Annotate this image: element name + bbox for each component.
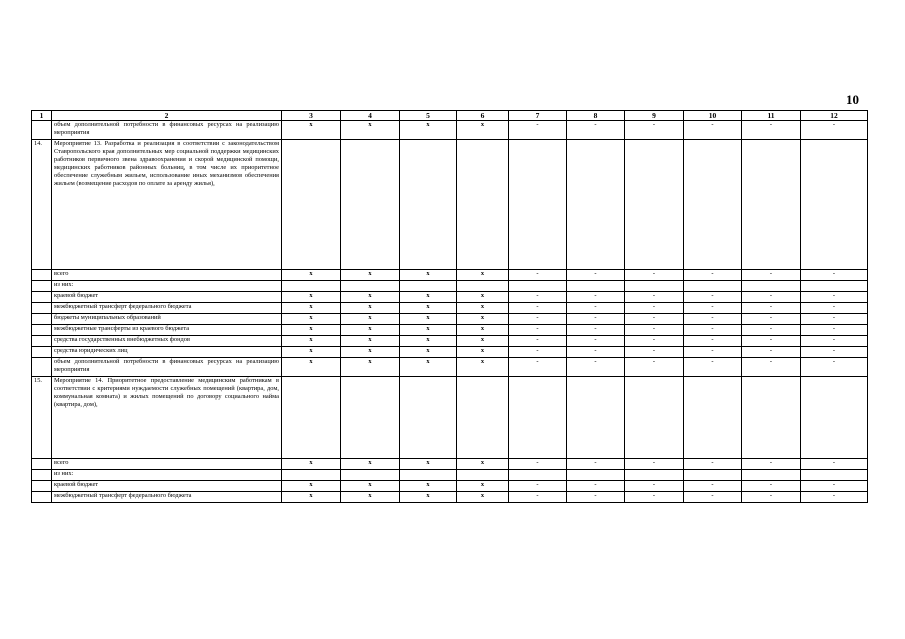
- row-description: краевой бюджет: [52, 292, 282, 303]
- value-cell: х: [282, 292, 341, 303]
- value-cell: х: [457, 358, 509, 377]
- value-cell: -: [742, 336, 801, 347]
- value-cell: [282, 281, 341, 292]
- value-cell: х: [341, 358, 400, 377]
- value-cell: -: [625, 314, 684, 325]
- column-number: 7: [509, 111, 567, 121]
- value-cell: -: [625, 270, 684, 281]
- table-row: [32, 281, 868, 292]
- value-cell: -: [567, 303, 625, 314]
- value-cell: х: [341, 336, 400, 347]
- value-cell: -: [801, 459, 868, 470]
- budget-table: [31, 110, 868, 503]
- value-cell: [400, 377, 457, 459]
- value-cell: -: [742, 121, 801, 140]
- value-cell: -: [684, 481, 742, 492]
- value-cell: [567, 470, 625, 481]
- value-cell: -: [567, 347, 625, 358]
- value-cell: -: [567, 336, 625, 347]
- value-cell: -: [509, 347, 567, 358]
- value-cell: [684, 377, 742, 459]
- value-cell: х: [400, 358, 457, 377]
- value-cell: -: [742, 303, 801, 314]
- value-cell: х: [282, 336, 341, 347]
- row-description: межбюджетный трансферт федерального бюджета: [52, 492, 282, 503]
- value-cell: -: [567, 481, 625, 492]
- row-number: 14.: [32, 140, 52, 270]
- value-cell: х: [457, 292, 509, 303]
- value-cell: -: [625, 347, 684, 358]
- value-cell: [567, 281, 625, 292]
- row-number: [32, 121, 52, 140]
- value-cell: [742, 281, 801, 292]
- row-description: средства государственных внебюджетных фондов: [52, 336, 282, 347]
- value-cell: х: [282, 358, 341, 377]
- value-cell: -: [567, 459, 625, 470]
- value-cell: [801, 140, 868, 270]
- value-cell: х: [400, 292, 457, 303]
- value-cell: х: [457, 314, 509, 325]
- table-row: [32, 270, 868, 281]
- value-cell: -: [801, 492, 868, 503]
- value-cell: х: [341, 481, 400, 492]
- table-row: [32, 492, 868, 503]
- value-cell: [801, 377, 868, 459]
- value-cell: [625, 140, 684, 270]
- table-row: [32, 358, 868, 377]
- table-row: [32, 470, 868, 481]
- table-row: [32, 303, 868, 314]
- value-cell: [684, 470, 742, 481]
- value-cell: х: [457, 121, 509, 140]
- row-description: Мероприятие 14. Приоритетное предоставление медицинским работникам в соответствии с критериями нуждаемости служебных помещений (квартира, дом, коммунальная комната) и жилых помещений по договору социального найма (квартира, дом),: [52, 377, 282, 459]
- value-cell: -: [509, 481, 567, 492]
- value-cell: -: [567, 492, 625, 503]
- value-cell: х: [400, 492, 457, 503]
- column-number: 11: [742, 111, 801, 121]
- value-cell: х: [400, 121, 457, 140]
- value-cell: х: [457, 270, 509, 281]
- column-number: 3: [282, 111, 341, 121]
- row-description: краевой бюджет: [52, 481, 282, 492]
- value-cell: -: [567, 314, 625, 325]
- column-number: 9: [625, 111, 684, 121]
- row-description: всего: [52, 459, 282, 470]
- row-description: всего: [52, 270, 282, 281]
- value-cell: -: [509, 459, 567, 470]
- row-description: Мероприятие 13. Разработка и реализация в соответствии с законодательством Ставропольского края дополнительных мер социальной поддержки медицинских работников первичного звена здравоохранения и скорой медицинской помощи, медицинских работников районных больниц, в том числе их приоритетное обеспечение служебным жильем, использование иных механизмов обеспечения жильем (возмещение расходов по оплате за аренду жилья),: [52, 140, 282, 270]
- value-cell: -: [567, 270, 625, 281]
- value-cell: [457, 140, 509, 270]
- value-cell: -: [742, 358, 801, 377]
- value-cell: -: [625, 358, 684, 377]
- value-cell: х: [341, 314, 400, 325]
- value-cell: [509, 377, 567, 459]
- value-cell: -: [684, 492, 742, 503]
- value-cell: х: [457, 336, 509, 347]
- value-cell: х: [341, 270, 400, 281]
- value-cell: -: [684, 314, 742, 325]
- value-cell: -: [684, 459, 742, 470]
- column-number: 6: [457, 111, 509, 121]
- value-cell: -: [567, 358, 625, 377]
- value-cell: [457, 377, 509, 459]
- value-cell: [567, 140, 625, 270]
- table-row: [32, 140, 868, 270]
- row-number: [32, 314, 52, 325]
- value-cell: [341, 470, 400, 481]
- value-cell: [625, 281, 684, 292]
- value-cell: х: [457, 492, 509, 503]
- value-cell: [801, 281, 868, 292]
- value-cell: х: [282, 347, 341, 358]
- row-description: межбюджетный трансферт федерального бюджета: [52, 303, 282, 314]
- row-number: [32, 481, 52, 492]
- value-cell: -: [625, 121, 684, 140]
- table-row: [32, 121, 868, 140]
- value-cell: [457, 470, 509, 481]
- row-number: [32, 459, 52, 470]
- value-cell: -: [742, 492, 801, 503]
- value-cell: -: [801, 303, 868, 314]
- value-cell: -: [625, 481, 684, 492]
- value-cell: х: [457, 481, 509, 492]
- value-cell: -: [684, 270, 742, 281]
- value-cell: х: [341, 325, 400, 336]
- table-row: [32, 336, 868, 347]
- value-cell: -: [509, 492, 567, 503]
- value-cell: -: [567, 121, 625, 140]
- value-cell: -: [684, 325, 742, 336]
- column-number-header-row: [32, 111, 868, 121]
- table-row: [32, 481, 868, 492]
- value-cell: х: [457, 347, 509, 358]
- value-cell: [282, 140, 341, 270]
- row-number: [32, 470, 52, 481]
- value-cell: х: [457, 325, 509, 336]
- value-cell: -: [801, 292, 868, 303]
- value-cell: -: [801, 325, 868, 336]
- row-description: объем дополнительной потребности в финансовых ресурсах на реализацию мероприятия: [52, 358, 282, 377]
- value-cell: [509, 470, 567, 481]
- value-cell: х: [282, 121, 341, 140]
- table-row: [32, 347, 868, 358]
- value-cell: х: [341, 121, 400, 140]
- value-cell: -: [567, 292, 625, 303]
- row-number: 15.: [32, 377, 52, 459]
- value-cell: -: [625, 459, 684, 470]
- row-number: [32, 292, 52, 303]
- value-cell: х: [282, 481, 341, 492]
- value-cell: -: [684, 292, 742, 303]
- value-cell: [341, 281, 400, 292]
- value-cell: х: [341, 303, 400, 314]
- table-row: [32, 459, 868, 470]
- value-cell: х: [400, 270, 457, 281]
- row-number: [32, 325, 52, 336]
- value-cell: -: [742, 314, 801, 325]
- value-cell: -: [801, 121, 868, 140]
- column-number: 8: [567, 111, 625, 121]
- value-cell: -: [509, 121, 567, 140]
- value-cell: -: [509, 336, 567, 347]
- value-cell: -: [801, 270, 868, 281]
- value-cell: х: [282, 270, 341, 281]
- value-cell: [341, 140, 400, 270]
- value-cell: х: [282, 492, 341, 503]
- value-cell: [400, 281, 457, 292]
- value-cell: -: [509, 303, 567, 314]
- value-cell: х: [341, 347, 400, 358]
- row-description: из них:: [52, 470, 282, 481]
- column-number: 2: [52, 111, 282, 121]
- value-cell: -: [625, 303, 684, 314]
- column-number: 1: [32, 111, 52, 121]
- value-cell: х: [400, 347, 457, 358]
- value-cell: [400, 470, 457, 481]
- value-cell: [684, 281, 742, 292]
- value-cell: х: [400, 459, 457, 470]
- value-cell: [742, 377, 801, 459]
- value-cell: х: [282, 314, 341, 325]
- value-cell: [684, 140, 742, 270]
- value-cell: х: [400, 314, 457, 325]
- value-cell: -: [742, 459, 801, 470]
- value-cell: [400, 140, 457, 270]
- row-description: из них:: [52, 281, 282, 292]
- value-cell: -: [801, 358, 868, 377]
- value-cell: х: [341, 492, 400, 503]
- value-cell: -: [684, 303, 742, 314]
- table-row: [32, 292, 868, 303]
- value-cell: -: [742, 292, 801, 303]
- column-number: 4: [341, 111, 400, 121]
- value-cell: х: [457, 303, 509, 314]
- value-cell: [341, 377, 400, 459]
- value-cell: [509, 281, 567, 292]
- table-row: [32, 314, 868, 325]
- value-cell: х: [341, 459, 400, 470]
- row-number: [32, 336, 52, 347]
- value-cell: [625, 377, 684, 459]
- row-description: объем дополнительной потребности в финансовых ресурсах на реализацию мероприятия: [52, 121, 282, 140]
- value-cell: х: [282, 325, 341, 336]
- column-number: 5: [400, 111, 457, 121]
- value-cell: -: [509, 325, 567, 336]
- value-cell: -: [742, 270, 801, 281]
- value-cell: -: [684, 336, 742, 347]
- value-cell: х: [400, 336, 457, 347]
- value-cell: -: [684, 358, 742, 377]
- value-cell: -: [684, 121, 742, 140]
- value-cell: -: [625, 336, 684, 347]
- row-number: [32, 347, 52, 358]
- value-cell: х: [400, 481, 457, 492]
- value-cell: -: [801, 347, 868, 358]
- value-cell: х: [341, 292, 400, 303]
- value-cell: -: [625, 325, 684, 336]
- value-cell: [282, 377, 341, 459]
- value-cell: -: [625, 292, 684, 303]
- value-cell: -: [567, 325, 625, 336]
- row-description: бюджеты муниципальных образований: [52, 314, 282, 325]
- row-description: средства юридических лиц: [52, 347, 282, 358]
- value-cell: [282, 470, 341, 481]
- value-cell: [742, 470, 801, 481]
- row-number: [32, 303, 52, 314]
- value-cell: х: [282, 303, 341, 314]
- value-cell: [509, 140, 567, 270]
- value-cell: х: [282, 459, 341, 470]
- row-description: межбюджетные трансферты из краевого бюджета: [52, 325, 282, 336]
- row-number: [32, 492, 52, 503]
- value-cell: -: [801, 314, 868, 325]
- value-cell: [457, 281, 509, 292]
- value-cell: -: [684, 347, 742, 358]
- value-cell: [567, 377, 625, 459]
- value-cell: -: [742, 325, 801, 336]
- value-cell: [625, 470, 684, 481]
- value-cell: х: [400, 303, 457, 314]
- row-number: [32, 358, 52, 377]
- value-cell: х: [457, 459, 509, 470]
- value-cell: [801, 470, 868, 481]
- value-cell: -: [509, 292, 567, 303]
- value-cell: -: [801, 481, 868, 492]
- value-cell: -: [509, 270, 567, 281]
- value-cell: -: [509, 358, 567, 377]
- column-number: 12: [801, 111, 868, 121]
- value-cell: -: [801, 336, 868, 347]
- value-cell: -: [509, 314, 567, 325]
- value-cell: -: [742, 347, 801, 358]
- row-number: [32, 270, 52, 281]
- column-number: 10: [684, 111, 742, 121]
- value-cell: -: [625, 492, 684, 503]
- table-row: [32, 325, 868, 336]
- page-number: 10: [846, 92, 859, 107]
- value-cell: [742, 140, 801, 270]
- value-cell: -: [742, 481, 801, 492]
- table-row: [32, 377, 868, 459]
- value-cell: х: [400, 325, 457, 336]
- row-number: [32, 281, 52, 292]
